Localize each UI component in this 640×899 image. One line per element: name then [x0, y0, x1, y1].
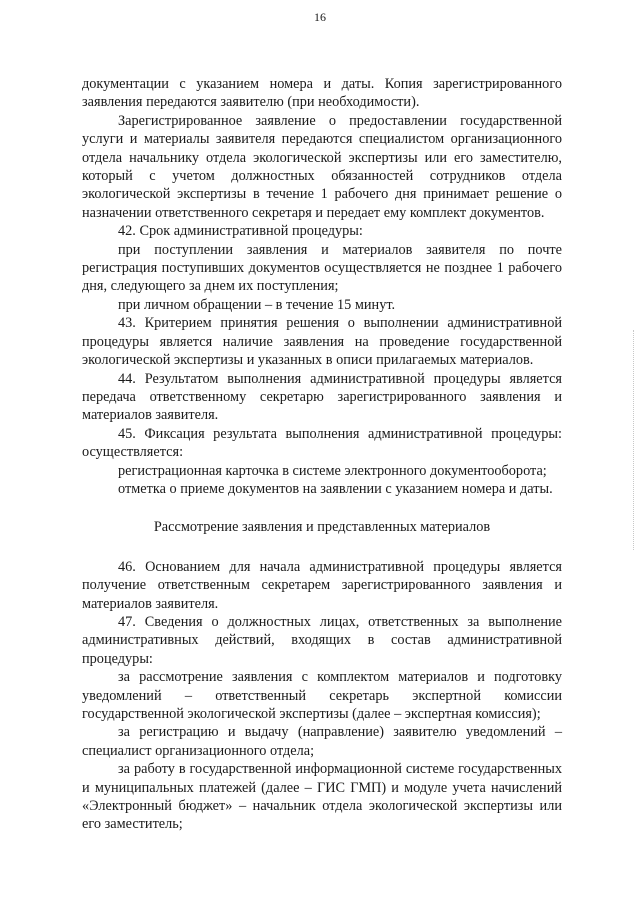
paragraph-group-bottom — [82, 558, 562, 834]
paragraph: отметка о приеме документов на заявлении с указанием номера и даты. — [118, 480, 553, 497]
paragraph: 45. Фиксация результата выполнения административной процедуры: осуществляется: — [82, 425, 562, 461]
scan-edge-marks — [631, 330, 634, 550]
paragraph: за работу в государственной информационной системе государственных и муниципальных платежей (далее – ГИС ГМП) и модуле учета начислений «Электронный бюджет» – начальник отдела экологической экспертизы или его заместитель; — [82, 761, 562, 833]
paragraph: за регистрацию и выдачу (направление) заявителю уведомлений – специалист организационного отдела; — [82, 724, 562, 759]
document-body — [82, 75, 562, 834]
page-number: 16 — [314, 10, 326, 24]
paragraph: Зарегистрированное заявление о предоставлении государственной услуги и материалы заявителя передаются специалистом организационного отдела начальнику отдела экологической экспертизы или его заместителю, который с учетом должностных обязанностей сотрудников отдела экологической экспертизы в течение 1 рабочего дня принимает решение о назначении ответственного секретаря и передает ему комплект документов. — [82, 112, 562, 221]
paragraph: за рассмотрение заявления с комплектом материалов и подготовку уведомлений – ответственный секретарь экспертной комиссии государственной экологической экспертизы (далее – экспертная комиссия); — [82, 669, 562, 722]
paragraph: 47. Сведения о должностных лицах, ответственных за выполнение административных действий, входящих в состав административной процедуры: — [82, 613, 562, 667]
paragraph: 46. Основанием для начала административной процедуры является получение ответственным секретарем зарегистрированного заявления и материалов заявителя. — [82, 558, 562, 612]
paragraph: 42. Срок административной процедуры: — [118, 223, 363, 240]
paragraph: при поступлении заявления и материалов заявителя по почте регистрация поступивших документов осуществляется не позднее 1 рабочего дня, следующего за днем их поступления; — [82, 241, 562, 295]
paragraph: при личном обращении – в течение 15 минут. — [118, 296, 396, 313]
paragraph: регистрационная карточка в системе электронного документооборота; — [118, 462, 547, 479]
paragraph: 43. Критерием принятия решения о выполнении административной процедуры является наличие заявления на проведение государственной экологической экспертизы и указанных в описи прилагаемых материалов. — [82, 315, 562, 369]
paragraph-group-top — [82, 75, 562, 498]
paragraph: документации с указанием номера и даты. Копия зарегистрированного заявления передаются заявителю (при необходимости). — [82, 76, 562, 111]
paragraph: 44. Результатом выполнения административной процедуры является передача ответственному секретарю зарегистрированного заявления и материалов заявителя. — [82, 370, 562, 424]
section-heading: Рассмотрение заявления и представленных материалов — [153, 519, 491, 536]
